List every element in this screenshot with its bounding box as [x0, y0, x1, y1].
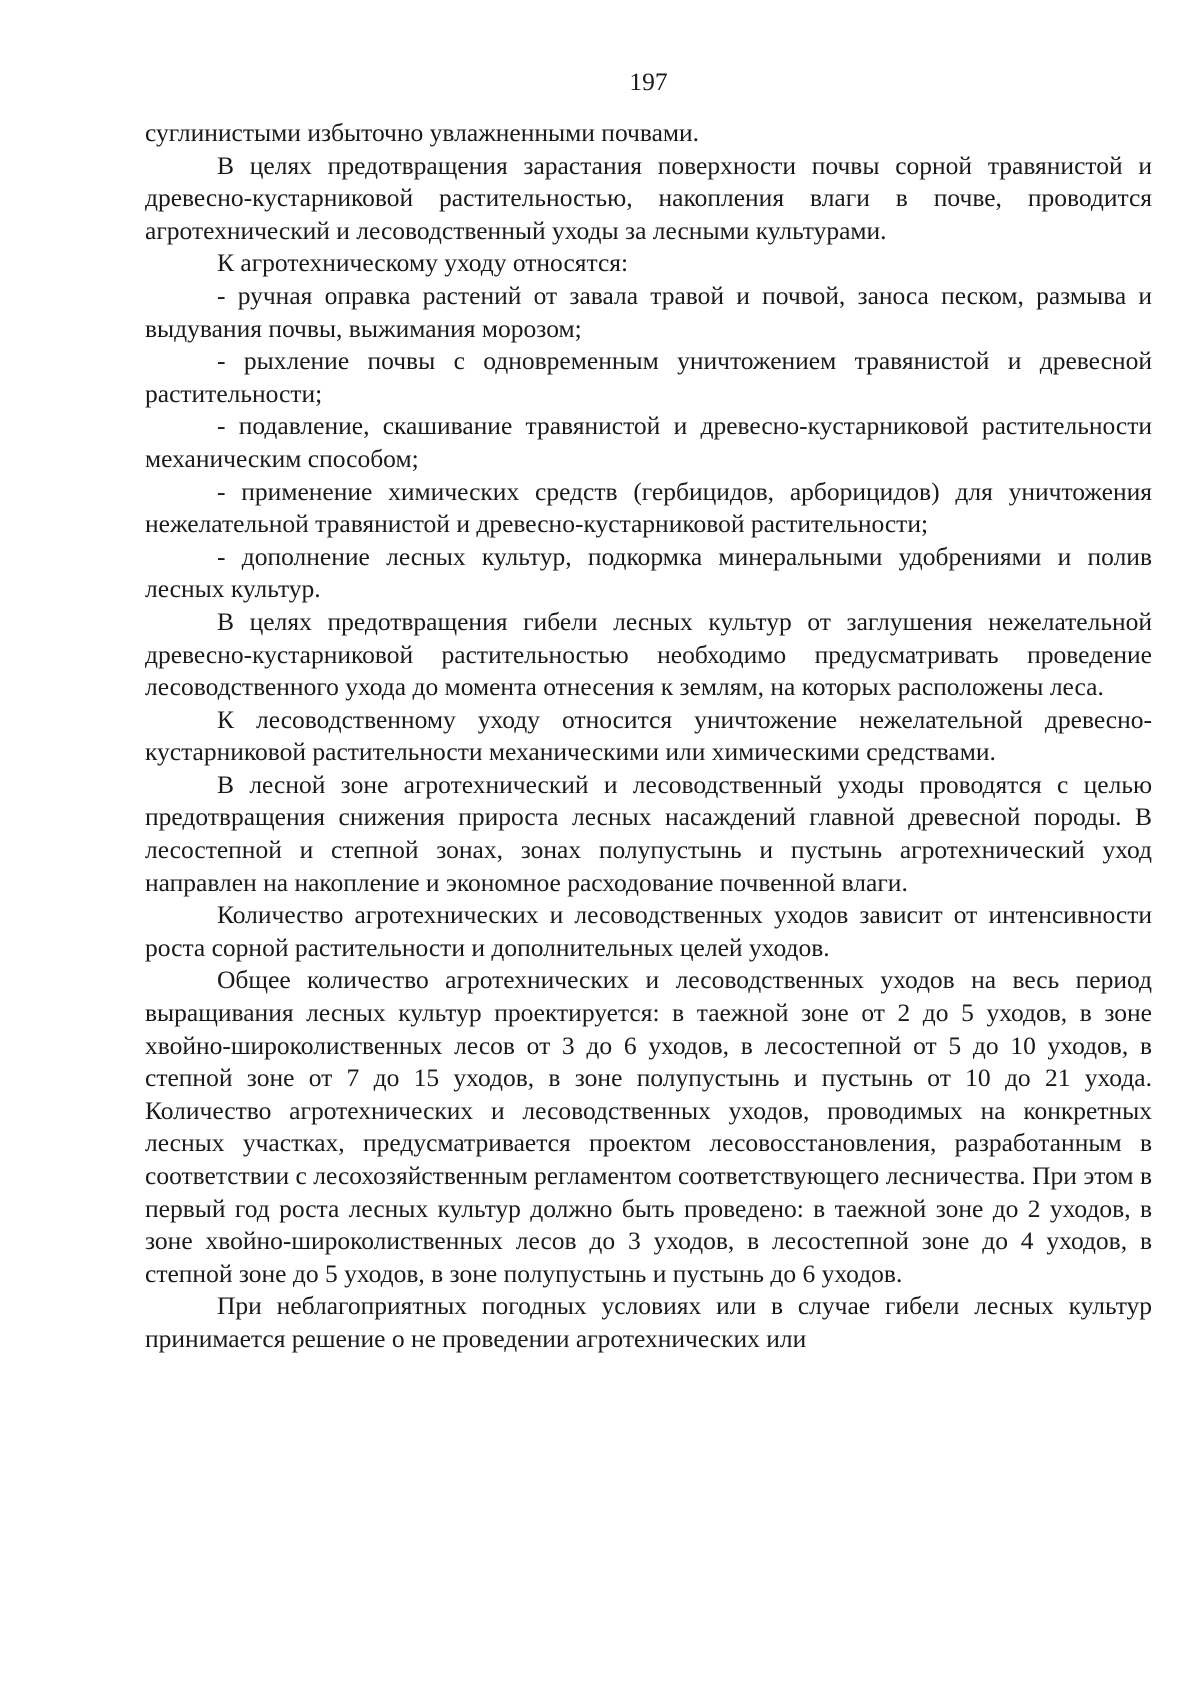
paragraph: Количество агротехнических и лесоводственных уходов зависит от интенсивности роста сорной растительности и дополнительных целей уходов. — [145, 900, 1152, 962]
paragraph: В целях предотвращения гибели лесных культур от заглушения нежелательной древесно-кустарниковой растительностью необходимо предусматривать проведение лесоводственного ухода до момента отнесения к землям, на которых расположены леса. — [145, 606, 1152, 702]
paragraph-list-intro: К агротехническому уходу относятся: — [217, 248, 629, 278]
page-number: 197 — [629, 67, 668, 96]
paragraph: В лесной зоне агротехнический и лесоводственный уходы проводятся с целью предотвращения снижения прироста лесных насаждений главной древесной породы. В лесостепной и степной зонах, зонах полупустынь и пустынь агротехнический уход направлен на накопление и экономное расходование почвенной влаги. — [145, 769, 1152, 897]
list-item: - применение химических средств (гербицидов, арборицидов) для уничтожения нежелательной травянистой и древесно-кустарниковой растительности; — [145, 476, 1152, 539]
list-item: - дополнение лесных культур, подкормка минеральными удобрениями и полив лесных культур. — [145, 541, 1152, 604]
document-body — [145, 117, 1152, 1356]
list-item: - подавление, скашивание травянистой и древесно-кустарниковой растительности механическим способом; — [145, 411, 1152, 473]
list-item: - рыхление почвы с одновременным уничтожением травянистой и древесной растительности; — [145, 346, 1152, 408]
paragraph: В целях предотвращения зарастания поверхности почвы сорной травянистой и древесно-кустарниковой растительностью, накопления влаги в почве, проводится агротехнический и лесоводственный уходы за лесными культурами. — [145, 150, 1152, 245]
paragraph: Общее количество агротехнических и лесоводственных уходов на весь период выращивания лесных культур проектируется: в таежной зоне от 2 до 5 уходов, в зоне хвойно-широколиственных лесов от 3 до 6 уходов, в лесостепной от 5 до 10 уходов, в степной зоне от 7 до 15 уходов, в зоне полупустынь и пустынь от 10 до 21 ухода. Количество агротехнических и лесоводственных уходов, проводимых на конкретных лесных участках, предусматривается проектом лесовосстановления, разработанным в соответствии с лесохозяйственным регламентом соответствующего лесничества. При этом в первый год роста лесных культур должно быть проведено: в таежной зоне до 2 уходов, в зоне хвойно-широколиственных лесов до 3 уходов, в лесостепной зоне до 4 уходов, в степной зоне до 5 уходов, в зоне полупустынь и пустынь до 6 уходов. — [145, 965, 1152, 1288]
list-item: - ручная оправка растений от завала травой и почвой, заноса песком, размыва и выдувания почвы, выжимания морозом; — [145, 280, 1152, 343]
paragraph: К лесоводственному уходу относится уничтожение нежелательной древесно-кустарниковой растительности механическими или химическими средствами. — [145, 704, 1152, 767]
paragraph-continuation: суглинистыми избыточно увлажненными почвами. — [145, 118, 700, 147]
paragraph: При неблагоприятных погодных условиях или в случае гибели лесных культур принимается решение о не проведении агротехнических или — [145, 1291, 1152, 1353]
